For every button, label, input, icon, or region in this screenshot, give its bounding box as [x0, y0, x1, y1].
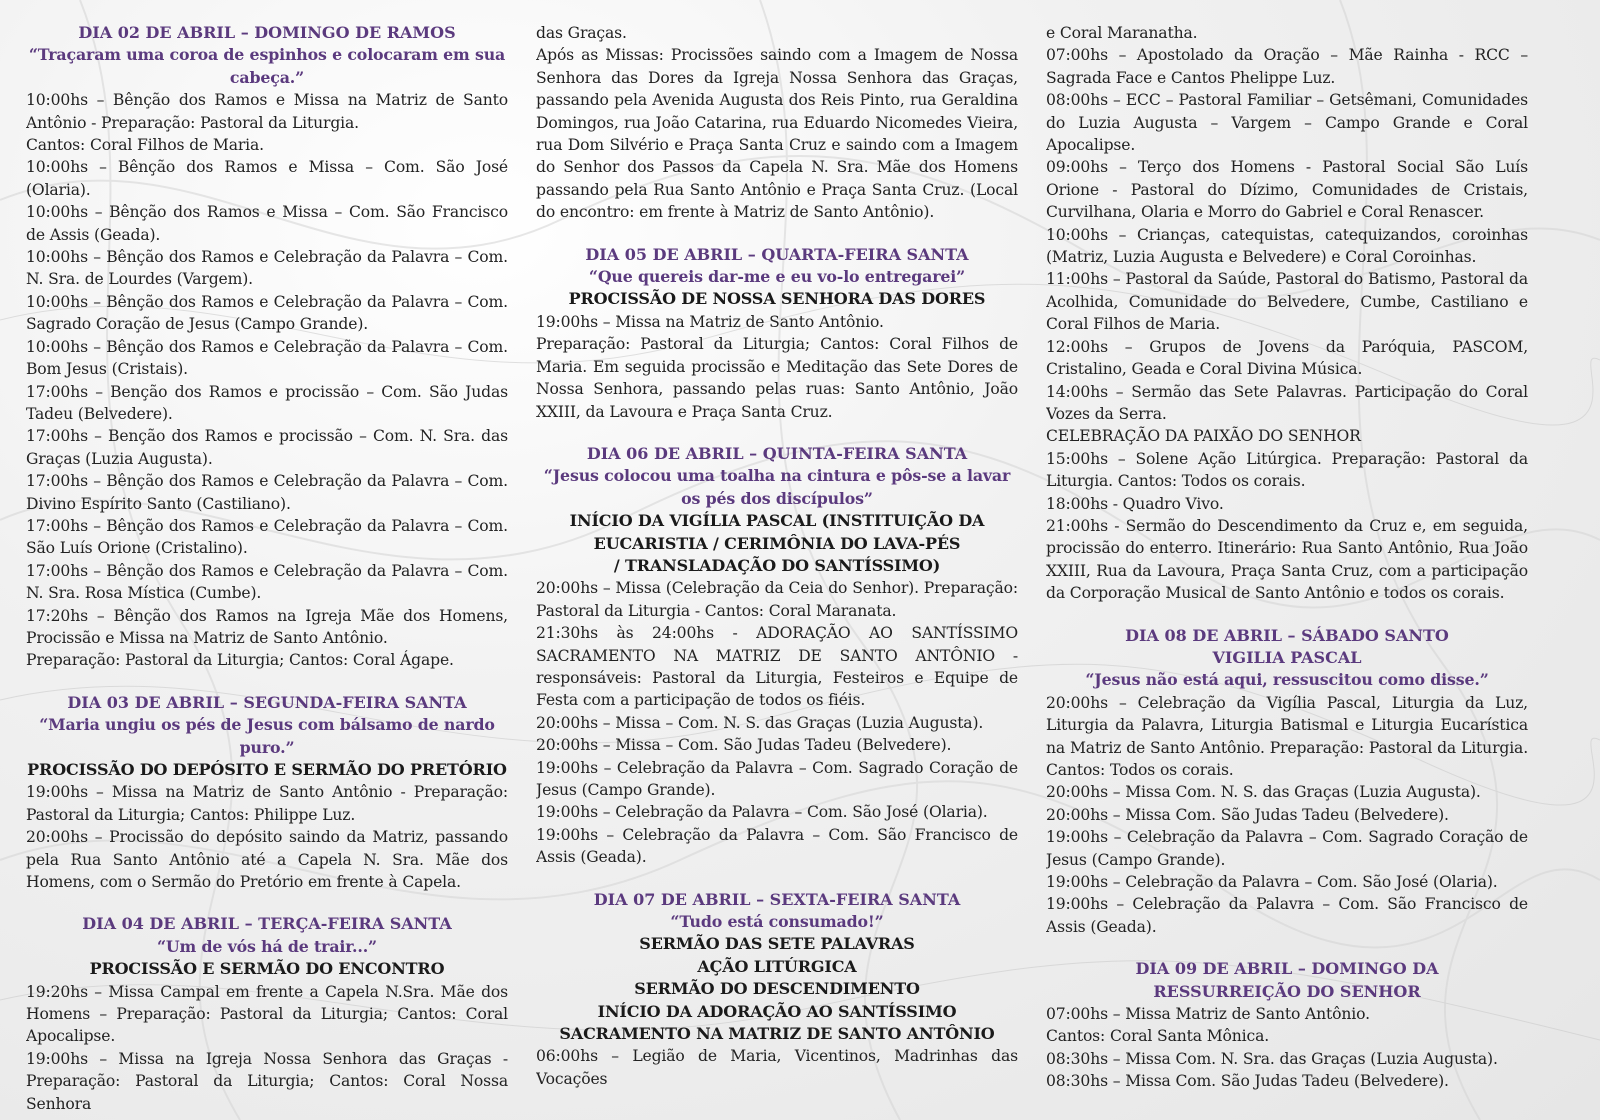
section-apr-05 [536, 244, 1018, 423]
gospel-quote: “Um de vós há de trair...” [156, 936, 377, 956]
procession-heading: INÍCIO DA VIGÍLIA PASCAL (INSTITUIÇÃO DA [569, 511, 985, 531]
schedule-line: 10:00hs – Bênção dos Ramos e Celebração da Palavra – Com. Bom Jesus (Cristais). [26, 337, 508, 379]
gospel-quote: “Jesus colocou uma toalha na cintura e pôs-se a lavar os pés dos discípulos” [543, 466, 1011, 508]
column-2 [536, 22, 1018, 1120]
column-1 [26, 22, 508, 1120]
schedule-line: 20:00hs – Missa Com. São Judas Tadeu (Belvedere). [1046, 805, 1449, 824]
schedule-line: 20:00hs – Missa (Celebração da Ceia do Senhor). Preparação: Pastoral da Liturgia - Cantos: Coral Maranata. [536, 579, 1018, 620]
schedule-line: 11:00hs – Pastoral da Saúde, Pastoral do Batismo, Pastoral da Acolhida, Comunidade do Belvedere, Cumbe, Castiliano e Coral Filhos de Maria. [1046, 270, 1528, 334]
section-apr-07 [536, 889, 1018, 1091]
schedule-line: 19:00hs – Missa na Matriz de Santo Antônio - Preparação: Pastoral da Liturgia; Cantos: Philippe Luz. [26, 783, 508, 824]
leaflet-page [26, 22, 1580, 1120]
section-apr-02 [26, 22, 508, 672]
schedule-line: 08:00hs – ECC – Pastoral Familiar – Getsêmani, Comunidades do Luzia Augusta – Vargem – Campo Grande e Coral Apocalipse. [1046, 91, 1528, 155]
schedule-line: 06:00hs – Legião de Maria, Vicentinos, Madrinhas das Vocações [536, 1047, 1018, 1088]
procession-heading: EUCARISTIA / CERIMÔNIA DO LAVA-PÉS [593, 533, 961, 553]
schedule-line: 21:30hs às 24:00hs - ADORAÇÃO AO SANTÍSSIMO SACRAMENTO NA MATRIZ DE SANTO ANTÔNIO - responsáveis: Pastoral da Liturgia, Festeiros e Equipe de Festa com a participação de todos os fiéis. [536, 624, 1018, 710]
schedule-line: 17:00hs – Bênção dos Ramos e Celebração da Palavra – Com. Divino Espírito Santo (Castiliano). [26, 472, 508, 513]
schedule-line: 08:30hs – Missa Com. São Judas Tadeu (Belvedere). [1046, 1072, 1449, 1091]
gospel-quote: “Traçaram uma coroa de espinhos e colocaram em sua cabeça.” [28, 45, 506, 87]
procession-heading: PROCISSÃO DO DEPÓSITO E SERMÃO DO PRETÓRIO [27, 760, 507, 779]
gospel-quote: “Tudo está consumado!” [670, 912, 884, 932]
procession-heading: SACRAMENTO NA MATRIZ DE SANTO ANTÔNIO [559, 1024, 995, 1044]
continued-text: e Coral Maranatha. [1046, 24, 1198, 42]
day-heading: DIA 07 DE ABRIL – SEXTA-FEIRA SANTA [593, 889, 961, 909]
schedule-line: 10:00hs – Crianças, catequistas, catequizandos, coroinhas (Matriz, Luzia Augusta e Belvedere) e Coral Coroinhas. [1046, 225, 1528, 267]
schedule-line: 10:00hs – Bênção dos Ramos e Celebração da Palavra – Com. N. Sra. de Lourdes (Vargem). [26, 248, 508, 289]
schedule-line: 20:00hs – Procissão do depósito saindo da Matriz, passando pela Rua Santo Antônio até a Capela N. Sra. Mãe dos Homens, com o Sermão do Pretório em frente à Capela. [26, 828, 508, 892]
schedule-line: 17:20hs – Bênção dos Ramos na Igreja Mãe dos Homens, Procissão e Missa na Matriz de Santo Antônio. [26, 606, 508, 647]
schedule-line: 17:00hs – Benção dos Ramos e procissão – Com. São Judas Tadeu (Belvedere). [26, 382, 508, 423]
day-heading-sub: RESSURREIÇÃO DO SENHOR [1153, 981, 1421, 1001]
procession-heading: PROCISSÃO DE NOSSA SENHORA DAS DORES [568, 289, 986, 309]
day-heading: DIA 05 DE ABRIL – QUARTA-FEIRA SANTA [585, 244, 969, 264]
section-apr-07-continued [1046, 22, 1528, 605]
schedule-line: 20:00hs – Missa – Com. N. S. das Graças (Luzia Augusta). [536, 713, 984, 732]
schedule-line: Preparação: Pastoral da Liturgia; Cantos: Coral Filhos de Maria. Em seguida procissão e Meditação das Sete Dores de Nossa Senhora, passando pelas ruas: Santo Antônio, João XXIII, da Lavoura e Praça Santa Cruz. [536, 335, 1018, 421]
section-apr-08 [1046, 625, 1528, 939]
schedule-line: 20:00hs – Missa Com. N. S. das Graças (Luzia Augusta). [1046, 783, 1481, 802]
schedule-line: 10:00hs – Bênção dos Ramos e Celebração da Palavra – Com. Sagrado Coração de Jesus (Campo Grande). [26, 292, 508, 334]
schedule-line: 19:00hs – Celebração da Palavra – Com. São José (Olaria). [1046, 873, 1498, 892]
schedule-line: 17:00hs – Benção dos Ramos e procissão – Com. N. Sra. das Graças (Luzia Augusta). [26, 427, 508, 468]
subheading-line: CELEBRAÇÃO DA PAIXÃO DO SENHOR [1046, 427, 1361, 446]
day-heading: DIA 04 DE ABRIL – TERÇA-FEIRA SANTA [82, 914, 452, 934]
gospel-quote: “Que quereis dar-me e eu vo-lo entregarei” [588, 267, 966, 287]
schedule-line: 19:00hs – Celebração da Palavra – Com. Sagrado Coração de Jesus (Campo Grande). [1046, 828, 1528, 869]
day-heading-sub: VIGILIA PASCAL [1212, 647, 1362, 667]
day-heading: DIA 02 DE ABRIL – DOMINGO DE RAMOS [78, 23, 456, 42]
schedule-line: 20:00hs – Celebração da Vigília Pascal, Liturgia da Luz, Liturgia da Palavra, Liturgia Batismal e Liturgia Eucarística na Matriz de Santo Antônio. Preparação: Pastoral da Liturgia. Cantos: Todos os corais. [1046, 693, 1528, 779]
day-heading: DIA 06 DE ABRIL – QUINTA-FEIRA SANTA [586, 443, 968, 463]
day-heading: DIA 03 DE ABRIL – SEGUNDA-FEIRA SANTA [67, 692, 467, 712]
schedule-line: 17:00hs – Bênção dos Ramos e Celebração da Palavra – Com. N. Sra. Rosa Mística (Cumbe). [26, 561, 508, 603]
schedule-line: 17:00hs – Bênção dos Ramos e Celebração da Palavra – Com. São Luís Orione (Cristalino). [26, 516, 508, 558]
procession-heading: SERMÃO DAS SETE PALAVRAS [639, 934, 915, 954]
schedule-line: 08:30hs – Missa Com. N. Sra. das Graças (Luzia Augusta). [1046, 1049, 1498, 1068]
continued-text: das Graças. [536, 24, 627, 42]
section-apr-06 [536, 443, 1018, 869]
gospel-quote: “Jesus não está aqui, ressuscitou como disse.” [1085, 670, 1489, 690]
schedule-line: 19:00hs – Missa na Matriz de Santo Antônio. [536, 312, 884, 331]
schedule-line: 21:00hs - Sermão do Descendimento da Cruz e, em seguida, procissão do enterro. Itinerário: Rua Santo Antônio, Rua João XXIII, Rua da Lavoura, Praça Santa Cruz, com a participação da Corporação Musical de Santo Antônio e todos os corais. [1046, 516, 1528, 603]
schedule-line: Preparação: Pastoral da Liturgia; Cantos: Coral Ágape. [26, 651, 454, 670]
section-apr-04 [26, 913, 508, 1115]
schedule-line: 07:00hs – Missa Matriz de Santo Antônio. [1046, 1005, 1370, 1024]
procession-heading: SERMÃO DO DESCENDIMENTO [634, 979, 920, 999]
section-apr-09 [1046, 958, 1528, 1092]
day-heading: DIA 09 DE ABRIL – DOMINGO DA [1135, 959, 1439, 979]
section-apr-03 [26, 692, 508, 894]
schedule-line: 19:00hs – Celebração da Palavra – Com. Sagrado Coração de Jesus (Campo Grande). [536, 758, 1018, 799]
procession-heading: / TRANSLADAÇÃO DO SANTÍSSIMO) [613, 555, 941, 575]
procession-heading: INÍCIO DA ADORAÇÃO AO SANTÍSSIMO [597, 1001, 957, 1021]
schedule-line: 18:00hs - Quadro Vivo. [1046, 494, 1224, 513]
schedule-line: 19:00hs – Celebração da Palavra – Com. São José (Olaria). [536, 803, 988, 822]
schedule-line: Cantos: Coral Santa Mônica. [1046, 1027, 1270, 1046]
schedule-line: 09:00hs – Terço dos Homens - Pastoral Social São Luís Orione - Pastoral do Dízimo, Comunidades de Cristais, Curvilhana, Olaria e Morro do Gabriel e Coral Renascer. [1046, 158, 1528, 222]
schedule-line: Após as Missas: Procissões saindo com a Imagem de Nossa Senhora das Dores da Igreja Nossa Senhora das Graças, passando pela Avenida Augusta dos Reis Pinto, rua Geraldina Domingos, rua João Catarina, rua Eduardo Nicomedes Vieira, rua Dom Silvério e Praça Santa Cruz e saindo com a Imagem do Senhor dos Passos da Capela N. Sra. Mãe dos Homens passando pela Rua Santo Antônio e Praça Santa Cruz. (Local do encontro: em frente à Matriz de Santo Antônio). [536, 46, 1018, 222]
schedule-line: 19:20hs – Missa Campal em frente a Capela N.Sra. Mãe dos Homens – Preparação: Pastoral da Liturgia; Cantos: Coral Apocalipse. [26, 982, 508, 1046]
day-heading: DIA 08 DE ABRIL – SÁBADO SANTO [1125, 625, 1449, 645]
schedule-line: 14:00hs – Sermão das Sete Palavras. Participação do Coral Vozes da Serra. [1046, 382, 1528, 423]
schedule-line: 19:00hs – Missa na Igreja Nossa Senhora das Graças - Preparação: Pastoral da Liturgia; Cantos: Coral Nossa Senhora [26, 1049, 508, 1113]
column-3 [1046, 22, 1528, 1120]
schedule-line: 10:00hs – Bênção dos Ramos e Missa – Com. São Francisco de Assis (Geada). [26, 203, 508, 244]
schedule-line: 12:00hs – Grupos de Jovens da Paróquia, PASCOM, Cristalino, Geada e Coral Divina Música. [1046, 337, 1528, 379]
procession-heading: AÇÃO LITÚRGICA [697, 956, 857, 976]
schedule-line: 20:00hs – Missa – Com. São Judas Tadeu (Belvedere). [536, 736, 952, 755]
section-apr-04-continued [536, 22, 1018, 224]
schedule-line: 19:00hs – Celebração da Palavra – Com. São Francisco de Assis (Geada). [1046, 895, 1528, 936]
schedule-line: 07:00hs – Apostolado da Oração – Mãe Rainha - RCC – Sagrada Face e Cantos Phelippe Luz. [1046, 46, 1528, 87]
procession-heading: PROCISSÃO E SERMÃO DO ENCONTRO [89, 959, 445, 979]
schedule-line: 10:00hs – Bênção dos Ramos e Missa na Matriz de Santo Antônio - Preparação: Pastoral da Liturgia. [26, 91, 508, 132]
gospel-quote: “Maria ungiu os pés de Jesus com bálsamo de nardo puro.” [39, 715, 495, 757]
schedule-line: Cantos: Coral Filhos de Maria. [26, 136, 264, 155]
schedule-line: 10:00hs – Bênção dos Ramos e Missa – Com. São José (Olaria). [26, 158, 508, 199]
schedule-line: 15:00hs – Solene Ação Litúrgica. Preparação: Pastoral da Liturgia. Cantos: Todos os corais. [1046, 449, 1528, 491]
schedule-line: 19:00hs – Celebração da Palavra – Com. São Francisco de Assis (Geada). [536, 825, 1018, 867]
